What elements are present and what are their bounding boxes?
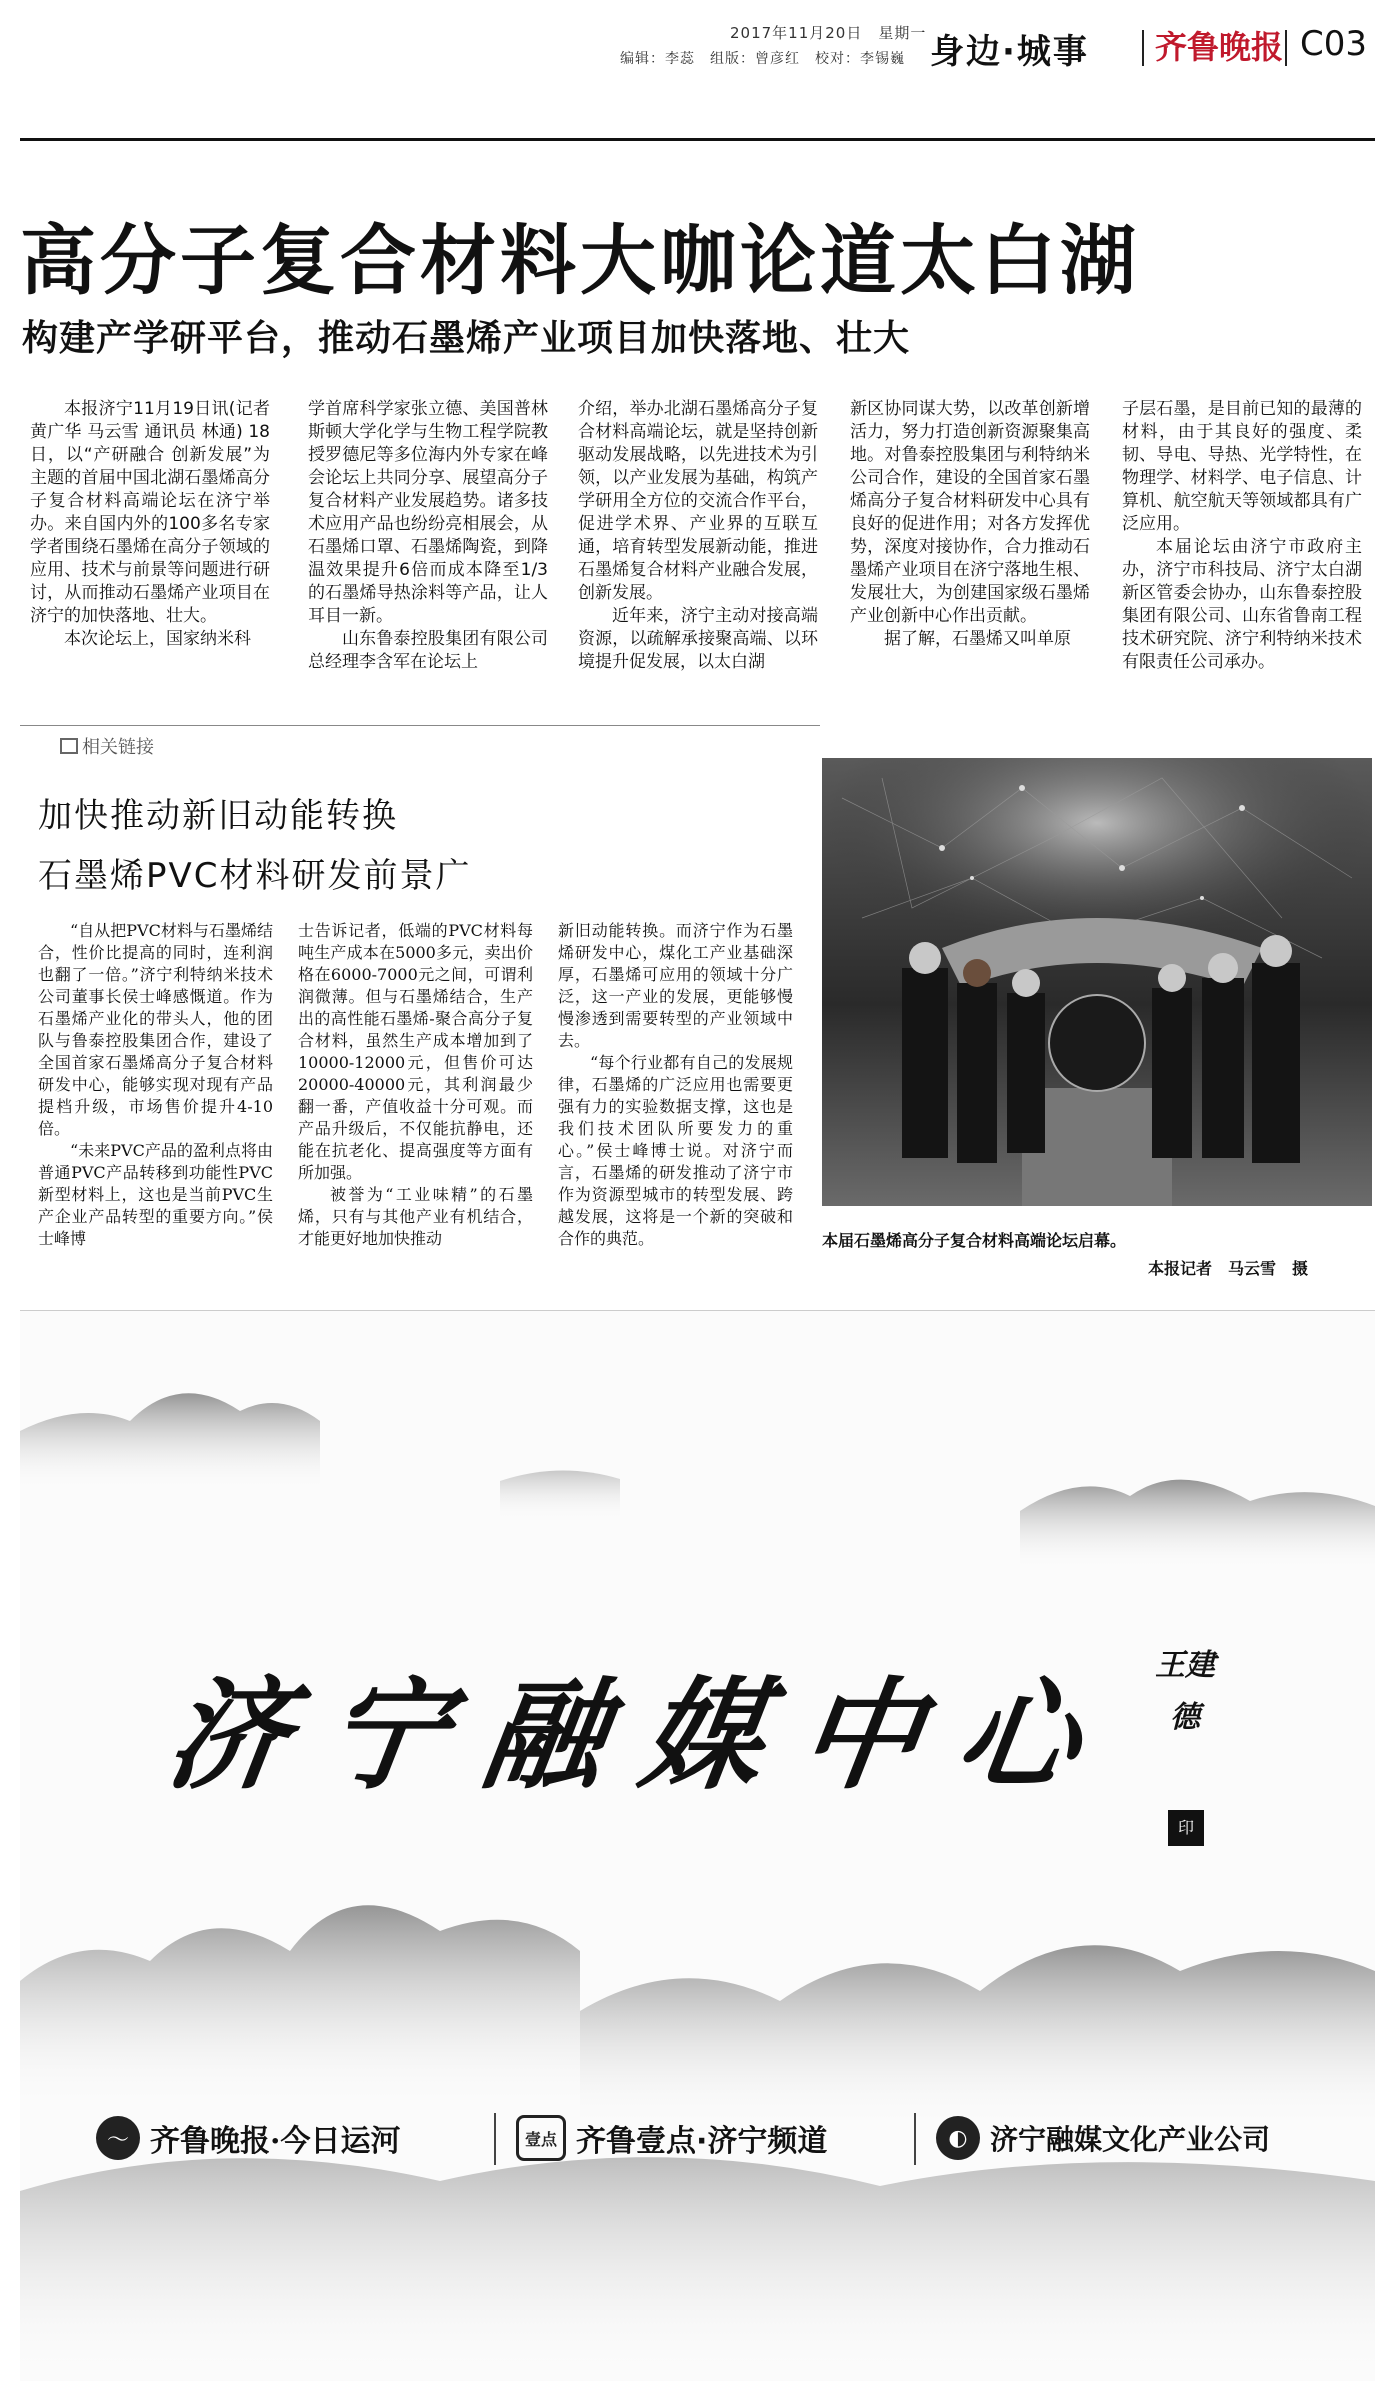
calligraphy-banner	[158, 1640, 1130, 1840]
related-title-line-1: 加快推动新旧动能转换	[38, 796, 398, 836]
article-column-2	[308, 398, 548, 674]
photo-illustration	[822, 758, 1372, 1206]
logo-divider	[914, 2113, 916, 2165]
swirl-icon: ◐	[936, 2116, 980, 2160]
paragraph: 本报济宁11月19日讯(记者 黄广华 马云雪 通讯员 林通) 18日，以“产研融合 创新发展”为主题的首届中国北湖石墨烯高分子复合材料高端论坛在济宁举办。来自国内外的100多名专家学者围绕石墨烯在高分子领域的应用、技术与前景等问题进行研讨，从而推动石墨烯产业项目在济宁的加快落地、壮大。	[30, 399, 270, 626]
paragraph: 子层石墨，是目前已知的最薄的材料，由于其良好的强度、柔韧、导电、导热、光学特性，在物理学、材料学、电子信息、计算机、航空航天等领域都具有广泛应用。	[1122, 399, 1362, 534]
headline: 高分子复合材料大咖论道太白湖	[20, 216, 1140, 305]
event-photo	[822, 758, 1372, 1206]
square-icon	[60, 738, 78, 754]
paragraph: 据了解，石墨烯又叫单原	[884, 629, 1071, 649]
related-column-1	[38, 920, 273, 1250]
related-link-tag	[60, 733, 154, 759]
paragraph: 新区协同谋大势，以改革创新增活力，努力打造创新资源聚集高地。对鲁泰控股集团与利特纳米公司合作，建设的全国首家石墨烯高分子复合材料研发中心具有良好的促进作用；对各方发挥优势，深度对接协作，合力推动石墨烯产业项目在济宁落地生根、发展壮大，为创建国家级石墨烯产业创新中心作出贡献。	[850, 399, 1090, 626]
article-column-5	[1122, 398, 1362, 674]
logo-qilu-yidian	[516, 2108, 827, 2168]
paragraph: “未来PVC产品的盈利点将由普通PVC产品转移到功能性PVC新型材料上，这也是当前PVC生产企业产品转型的重要方向。”侯士峰博	[38, 1141, 273, 1248]
paragraph: 本届论坛由济宁市政府主办，济宁市科技局、济宁太白湖新区管委会协办，山东鲁泰控股集团有限公司、山东省鲁南工程技术研究院、济宁利特纳米技术有限责任公司承办。	[1122, 537, 1362, 672]
related-link-label: 相关链接	[82, 737, 154, 758]
paragraph: 被誉为“工业味精”的石墨烯，只有与其他产业有机结合，才能更好地加快推动	[298, 1185, 533, 1248]
photo-credit: 本报记者 马云雪 摄	[1148, 1259, 1309, 1278]
seal-stamp: 印	[1168, 1810, 1204, 1846]
paragraph: “每个行业都有自己的发展规律，石墨烯的广泛应用也需要更强有力的实验数据支撑，这也是我们技术团队所要发力的重心。”侯士峰博士说。对济宁而言，石墨烯的研发推动了济宁市作为资源型城市的转型发展、跨越发展，这将是一个新的突破和合作的典范。	[558, 1053, 793, 1248]
issue-date: 2017年11月20日 星期一	[730, 24, 927, 42]
article-column-1	[30, 398, 270, 651]
header-divider	[1285, 30, 1287, 66]
article-column-3	[578, 398, 818, 674]
subheadline: 构建产学研平台，推动石墨烯产业项目加快落地、壮大	[22, 318, 911, 359]
calligraphy-text: 济宁融媒中心	[158, 1665, 1127, 1806]
photo-caption: 本届石墨烯高分子复合材料高端论坛启幕。	[822, 1231, 1127, 1250]
paragraph: 介绍，举办北湖石墨烯高分子复合材料高端论坛，就是坚持创新驱动发展战略，以先进技术为引领，以产业发展为基础，构筑产学研用全方位的交流合作平台，促进学术界、产业界的互联互通，培育转型发展新动能，推进石墨烯复合材料产业融合发展，创新发展。	[578, 399, 818, 603]
logo-jining-media	[936, 2108, 1270, 2168]
wave-icon: 〜	[96, 2116, 140, 2160]
logo-qilu-evening	[96, 2108, 400, 2168]
related-title-line-2: 石墨烯PVC材料研发前景广	[38, 856, 472, 896]
sponsor-logos	[96, 2108, 1316, 2168]
logo-divider	[494, 2113, 496, 2165]
paragraph: 山东鲁泰控股集团有限公司总经理李含军在论坛上	[308, 629, 548, 672]
paragraph: 近年来，济宁主动对接高端资源，以疏解承接聚高端、以环境提升促发展，以太白湖	[578, 606, 818, 672]
header-rule	[20, 138, 1375, 141]
paragraph: “自从把PVC材料与石墨烯结合，性价比提高的同时，连利润也翻了一倍。”济宁利特纳米技术公司董事长侯士峰感慨道。作为石墨烯产业化的带头人，他的团队与鲁泰控股集团合作，建设了全国首家石墨烯高分子复合材料研发中心，能够实现对现有产品提档升级，市场售价提升4-10倍。	[38, 921, 273, 1138]
section-divider	[20, 725, 820, 726]
paragraph: 学首席科学家张立德、美国普林斯顿大学化学与生物工程学院教授罗德尼等多位海内外专家在峰会论坛上共同分享、展望高分子复合材料产业发展趋势。诸多技术应用产品也纷纷亮相展会，从石墨烯口罩、石墨烯陶瓷，到降温效果提升6倍而成本降至1/3的石墨烯导热涂料等产品，让人耳目一新。	[308, 399, 548, 626]
header-divider	[1142, 30, 1144, 66]
logo-text: 济宁融媒文化产业公司	[990, 2123, 1271, 2156]
calligrapher-signature: 王建德	[1155, 1648, 1215, 1735]
section-name: 身边·城事	[930, 32, 1089, 72]
article-column-4	[850, 398, 1090, 651]
yidian-icon: 壹点	[516, 2115, 566, 2161]
paragraph: 新旧动能转换。而济宁作为石墨烯研发中心，煤化工产业基础深厚，石墨烯可应用的领域十分广泛，这一产业的发展，更能够慢慢渗透到需要转型的产业领域中去。	[558, 921, 793, 1050]
logo-text: 齐鲁壹点·济宁频道	[576, 2124, 828, 2159]
logo-text: 齐鲁晚报·今日运河	[150, 2124, 401, 2159]
mountain-background	[20, 1311, 1375, 2381]
newspaper-logo: 齐鲁晚报	[1155, 28, 1284, 66]
staff-credits: 编辑：李蕊 组版：曾彦红 校对：李锡巍	[620, 51, 905, 67]
paragraph: 士告诉记者，低端的PVC材料每吨生产成本在5000多元，卖出价格在6000-7000元之间，可谓利润微薄。但与石墨烯结合，生产出的高性能石墨烯-聚合高分子复合材料，虽然生产成本增加到了10000-12000元，但售价可达20000-40000元，其利润最少翻一番，产值收益十分可观。而产品升级后，不仅能抗静电，还能在抗老化、提高强度等方面有所加强。	[298, 921, 533, 1182]
related-column-2	[298, 920, 533, 1250]
related-column-3	[558, 920, 793, 1250]
page-number: C03	[1300, 24, 1368, 64]
paragraph: 本次论坛上，国家纳米科	[64, 629, 251, 649]
